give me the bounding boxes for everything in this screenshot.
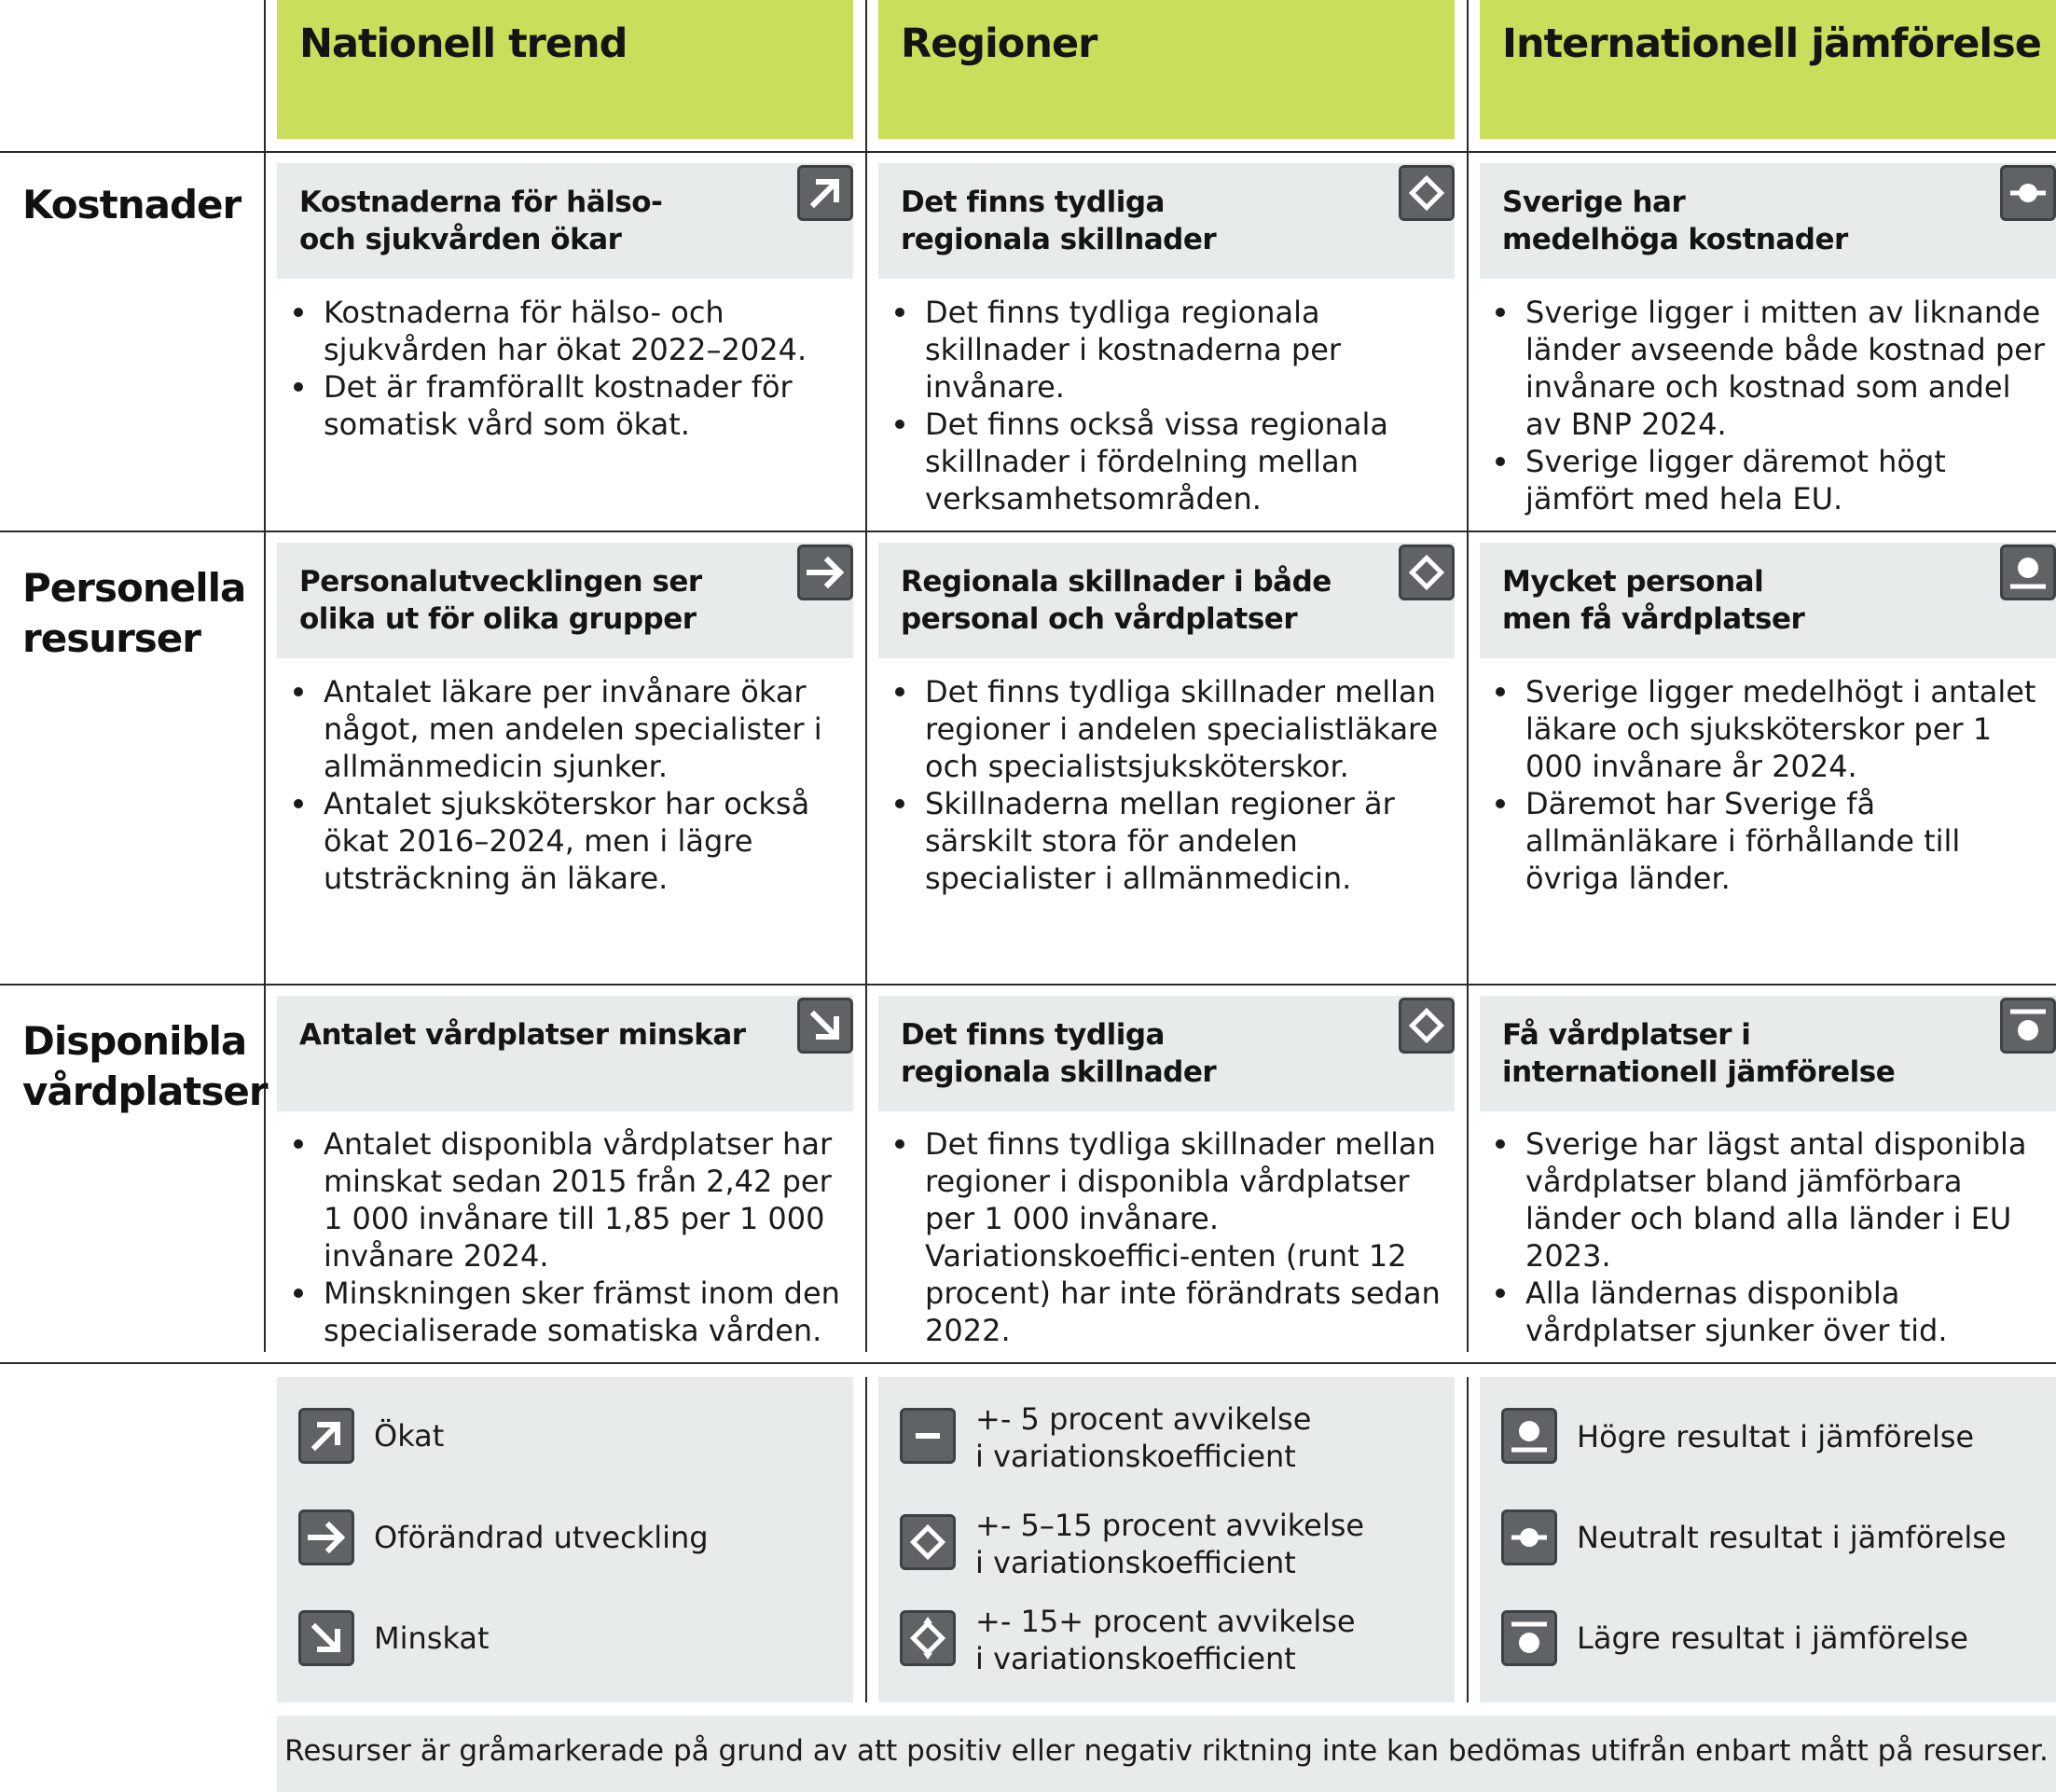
- bullet-list: [1486, 294, 2046, 517]
- diamond-icon: [1399, 544, 1455, 600]
- legend-label: Oförändrad utveckling: [374, 1520, 709, 1555]
- card-title: Antalet vårdplatser minskar: [277, 996, 853, 1111]
- bullet-item: Alla ländernas disponibla vårdplatser sjunker över tid.: [1486, 1275, 2046, 1349]
- footer-note: Resurser är gråmarkerade på grund av att positiv eller negativ riktning inte kan bedömas utifrån enbart mått på resurser.: [277, 1716, 2056, 1792]
- grid-line: [0, 531, 2056, 532]
- legend-label: Högre resultat i jämförelse: [1577, 1419, 1975, 1454]
- grid-line: [865, 1377, 867, 1702]
- card-title: Sverige har medelhöga kostnader: [1480, 163, 2056, 279]
- card-title: Få vårdplatser i internationell jämförelse: [1480, 996, 2056, 1111]
- higher-result-icon: [1501, 1408, 1557, 1464]
- bullet-item: Det finns tydliga skillnader mellan regioner i disponibla vårdplatser per 1 000 invånare. Variationskoeffici-enten (runt 12 procent) har inte förändrats sedan 2022.: [886, 1125, 1445, 1349]
- bullet-item: Däremot har Sverige få allmänläkare i förhållande till övriga länder.: [1486, 785, 2046, 897]
- legend-label: +- 5–15 procent avvikelse i variationskoefficient: [975, 1508, 1365, 1580]
- row-label-disponibla-vardplatser: Disponibla vårdplatser: [22, 1018, 268, 1114]
- bullet-list: [886, 294, 1445, 517]
- column-header-regioner: Regioner: [878, 0, 1455, 139]
- bullet-list: [284, 673, 844, 897]
- card-title: Det finns tydliga regionala skillnader: [878, 996, 1455, 1111]
- card-title: Regionala skillnader i både personal och vårdplatser: [878, 543, 1455, 658]
- bullet-item: Antalet disponibla vårdplatser har minskat sedan 2015 från 2,42 per 1 000 invånare till 1,85 per 1 000 invånare 2024.: [284, 1125, 844, 1275]
- grid-line: [865, 0, 867, 1352]
- arrow-up-right-icon: [298, 1408, 354, 1464]
- legend-label: +- 15+ procent avvikelse i variationskoefficient: [975, 1604, 1356, 1676]
- card-title: Personalutvecklingen ser olika ut för olika grupper: [277, 543, 853, 658]
- higher-result-icon: [2000, 544, 2056, 600]
- arrow-right-icon: [797, 544, 853, 600]
- bullet-item: Det finns också vissa regionala skillnader i fördelning mellan verksamhetsområden.: [886, 406, 1445, 517]
- bullet-item: Antalet läkare per invånare ökar något, men andelen specialister i allmänmedicin sjunker.: [284, 673, 844, 785]
- grid-line: [0, 984, 2056, 986]
- card-title: Det finns tydliga regionala skillnader: [878, 163, 1455, 279]
- grid-line: [0, 151, 2056, 153]
- lower-result-icon: [1501, 1610, 1557, 1666]
- arrow-down-right-icon: [298, 1610, 354, 1666]
- bullet-list: [1486, 1125, 2046, 1349]
- legend-label: Ökat: [374, 1418, 445, 1454]
- bullet-item: Antalet sjuksköterskor har också ökat 2016–2024, men i lägre utsträckning än läkare.: [284, 785, 844, 897]
- diamond-icon: [1399, 165, 1455, 221]
- legend-label: +- 5 procent avvikelse i variationskoefficient: [975, 1401, 1312, 1474]
- bullet-list: [284, 294, 844, 443]
- diamond-arrows-icon: [900, 1610, 956, 1666]
- diamond-icon: [1399, 998, 1455, 1054]
- bullet-item: Skillnaderna mellan regioner är särskilt stora för andelen specialister i allmänmedicin.: [886, 785, 1445, 897]
- bullet-item: Minskningen sker främst inom den specialiserade somatiska vården.: [284, 1275, 844, 1349]
- grid-line: [1467, 1377, 1469, 1702]
- bullet-list: [886, 673, 1445, 897]
- card-title: Mycket personal men få vårdplatser: [1480, 543, 2056, 658]
- grid-line: [1467, 0, 1469, 1352]
- arrow-up-right-icon: [797, 165, 853, 221]
- bullet-item: Sverige ligger däremot högt jämfört med hela EU.: [1486, 443, 2046, 517]
- dash-icon: [900, 1408, 956, 1464]
- legend-label: Minskat: [374, 1620, 490, 1656]
- legend-label: Neutralt resultat i jämförelse: [1577, 1520, 2007, 1555]
- bullet-list: [284, 1125, 844, 1349]
- row-label-personella-resurser: Personella resurser: [22, 565, 246, 661]
- arrow-down-right-icon: [797, 998, 853, 1054]
- column-header-nationell-trend: Nationell trend: [277, 0, 853, 139]
- bullet-list: [886, 1125, 1445, 1349]
- bullet-item: Det är framförallt kostnader för somatisk vård som ökat.: [284, 368, 844, 443]
- card-title: Kostnaderna för hälso- och sjukvården ökar: [277, 163, 853, 279]
- bullet-list: [1486, 673, 2046, 897]
- diamond-icon: [900, 1514, 956, 1570]
- lower-result-icon: [2000, 998, 2056, 1054]
- arrow-right-icon: [298, 1509, 354, 1565]
- neutral-result-icon: [2000, 165, 2056, 221]
- column-header-internationell: Internationell jämförelse: [1480, 0, 2056, 139]
- grid-line: [264, 0, 266, 1352]
- row-label-kostnader: Kostnader: [22, 182, 241, 227]
- bullet-item: Kostnaderna för hälso- och sjukvården har ökat 2022–2024.: [284, 294, 844, 368]
- neutral-result-icon: [1501, 1509, 1557, 1565]
- bullet-item: Det finns tydliga skillnader mellan regioner i andelen specialistläkare och specialistsjuksköterskor.: [886, 673, 1445, 785]
- bullet-item: Sverige har lägst antal disponibla vårdplatser bland jämförbara länder och bland alla länder i EU 2023.: [1486, 1125, 2046, 1275]
- bullet-item: Sverige ligger i mitten av liknande länder avseende både kostnad per invånare och kostnad som andel av BNP 2024.: [1486, 294, 2046, 443]
- grid-line: [0, 1362, 2056, 1364]
- legend-label: Lägre resultat i jämförelse: [1577, 1620, 1968, 1656]
- bullet-item: Det finns tydliga regionala skillnader i kostnaderna per invånare.: [886, 294, 1445, 406]
- bullet-item: Sverige ligger medelhögt i antalet läkare och sjuksköterskor per 1 000 invånare år 2024.: [1486, 673, 2046, 785]
